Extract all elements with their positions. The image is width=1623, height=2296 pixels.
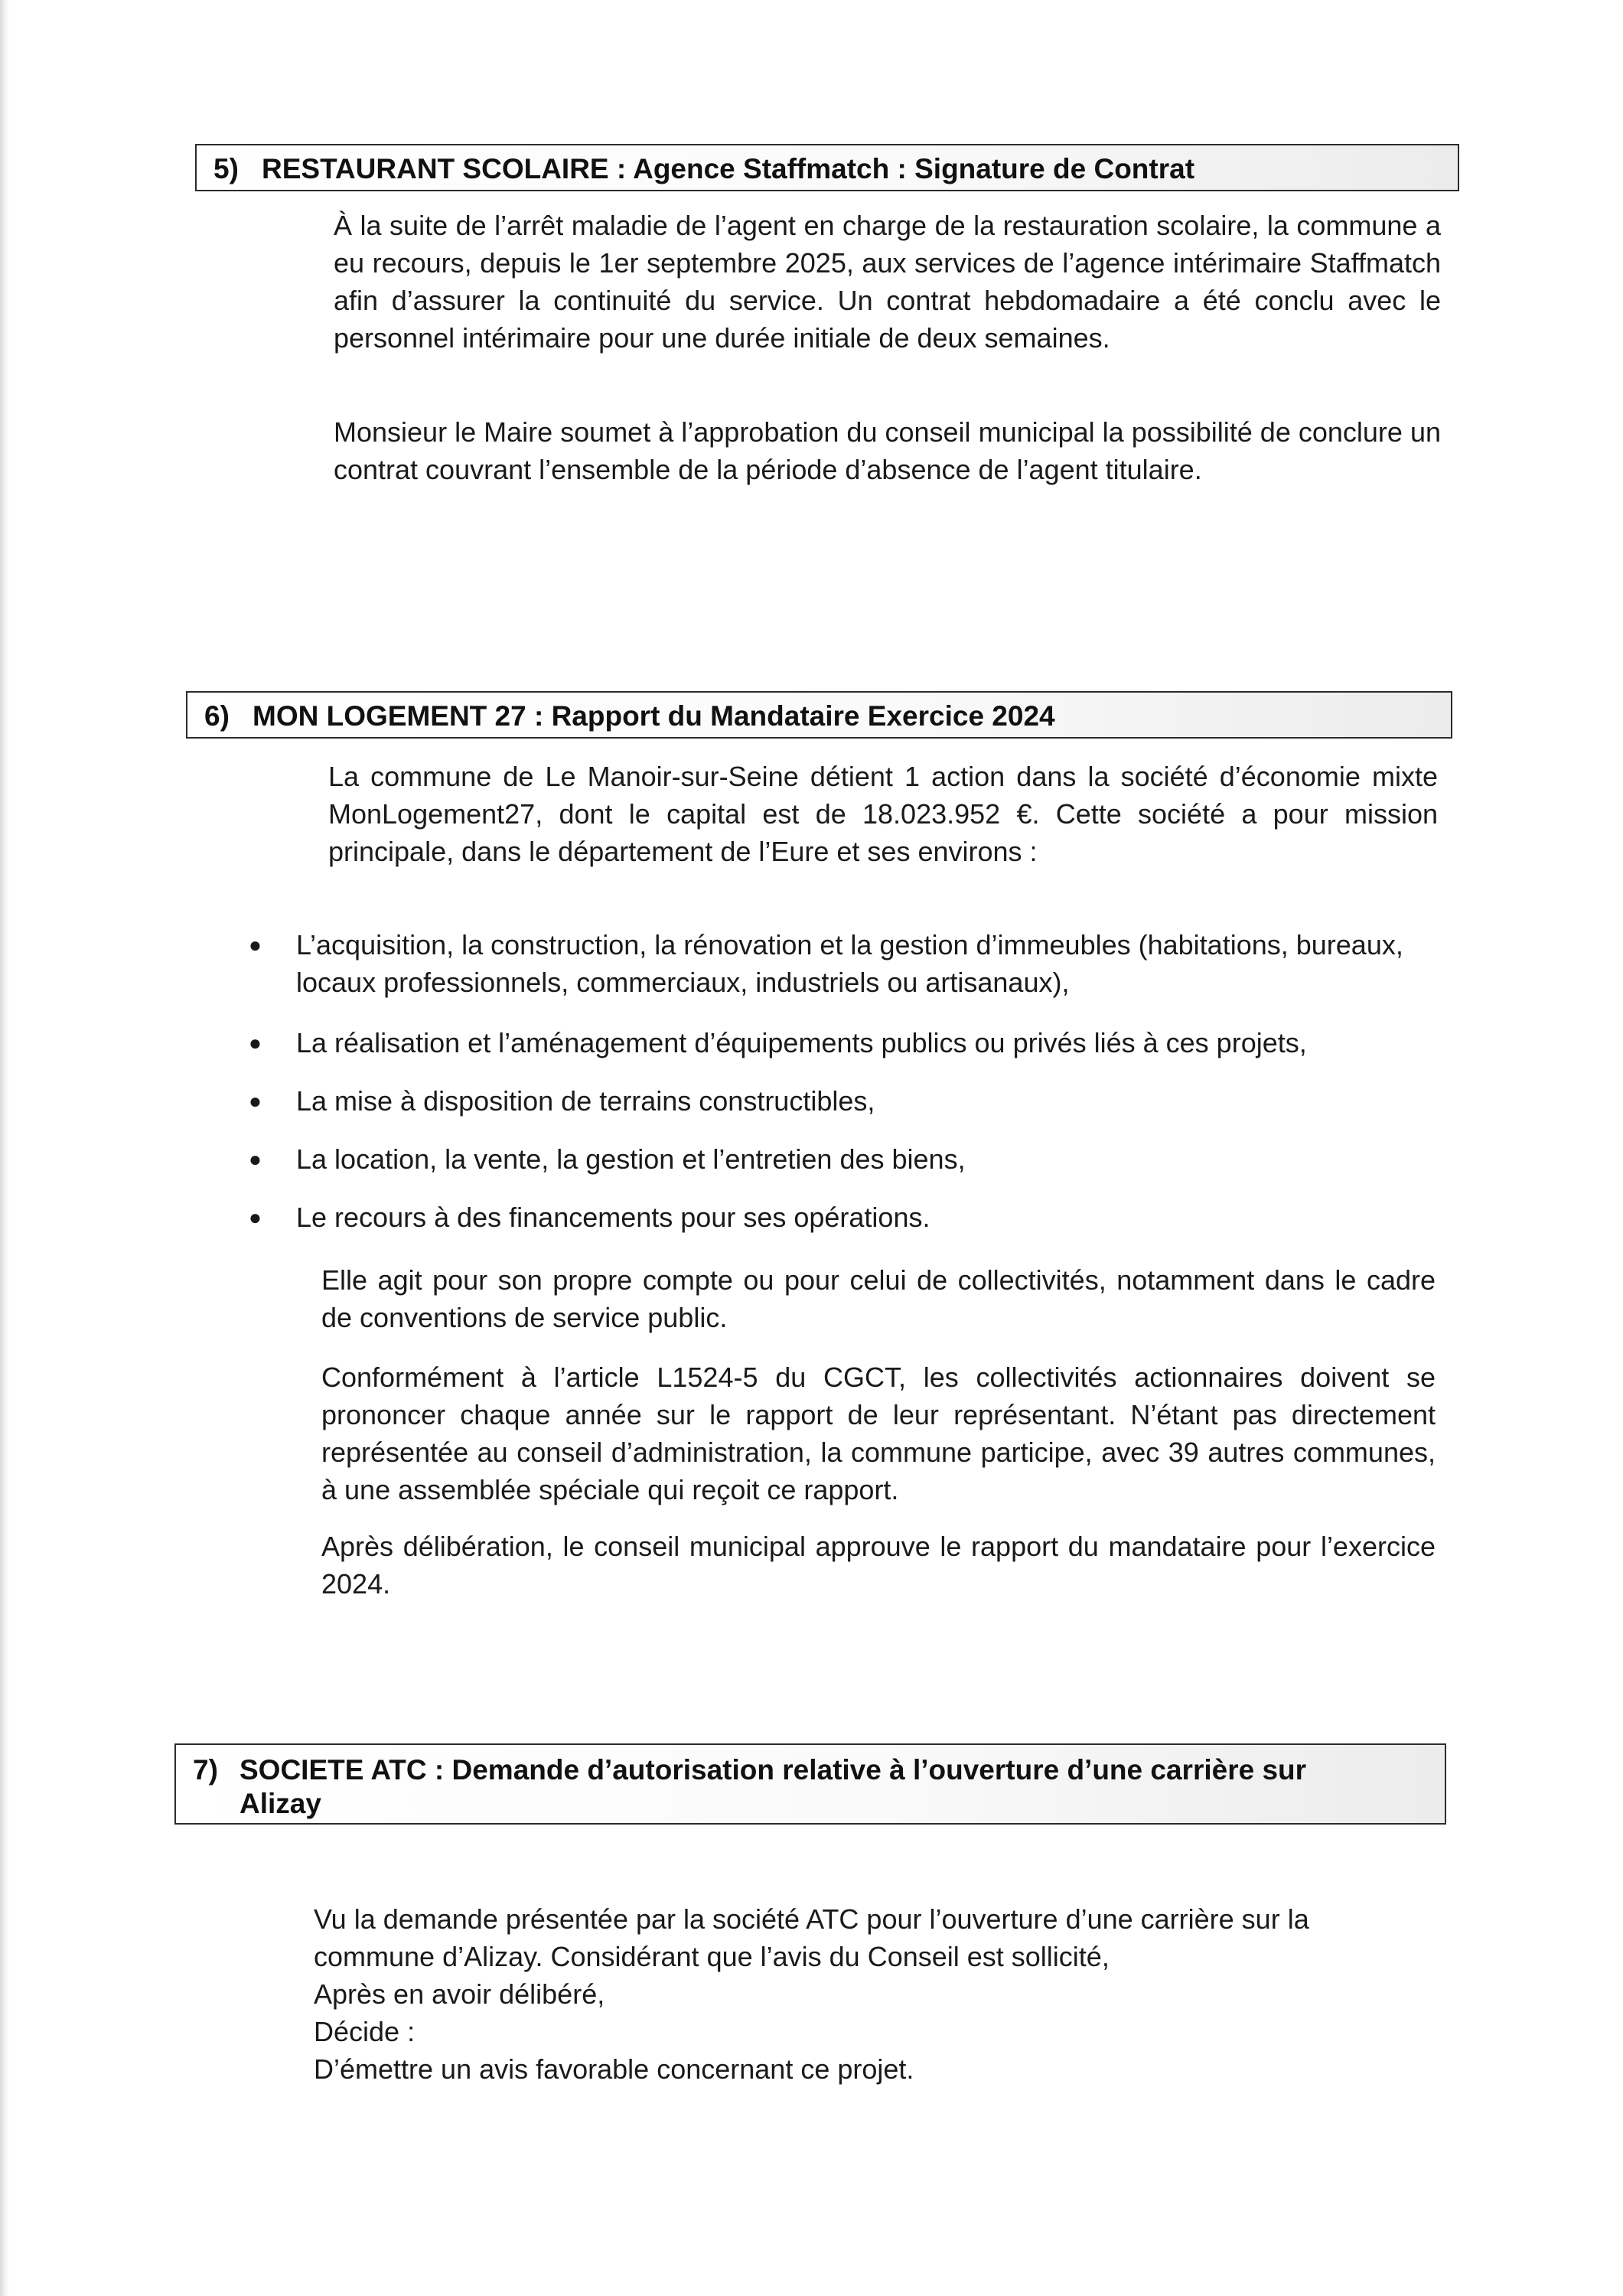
section-5-title: RESTAURANT SCOLAIRE : Agence Staffmatch : Signature de Contrat: [262, 153, 1195, 184]
section-6-number: 6): [204, 700, 230, 732]
section-7-header: [174, 1743, 1446, 1825]
section-6-bullet-2: La réalisation et l’aménagement d’équipements publics ou privés liés à ces projets,: [296, 1027, 1307, 1058]
section-6-title: MON LOGEMENT 27 : Rapport du Mandataire Exercice 2024: [253, 700, 1055, 732]
section-7-title-line-1: SOCIETE ATC : Demande d’autorisation relative à l’ouverture d’une carrière sur: [240, 1754, 1307, 1786]
section-6-bullet-1: L’acquisition, la construction, la rénovation et la gestion d’immeubles (habitations, bureaux, locaux professionnels, commerciaux, industriels ou artisanaux),: [296, 929, 1403, 998]
bullet-dot-icon: ●: [249, 1089, 262, 1113]
section-5-header: [195, 144, 1459, 191]
section-7-number: 7): [193, 1754, 218, 1786]
section-7-line-1: Vu la demande présentée par la société ATC pour l’ouverture d’une carrière sur la: [314, 1903, 1309, 1935]
section-7-line-3: Après en avoir délibéré,: [314, 1978, 605, 2010]
bullet-dot-icon: ●: [249, 1031, 262, 1055]
section-6-bullet-5: Le recours à des financements pour ses opérations.: [296, 1202, 930, 1233]
section-5-number: 5): [213, 153, 239, 184]
section-5-paragraph-1: À la suite de l’arrêt maladie de l’agent en charge de la restauration scolaire, la commune a eu recours, depuis le 1er septembre 2025, aux services de l’agence intérimaire Staffmatch afin d’assurer la continuité du service. Un contrat hebdomadaire a été conclu avec le personnel intérimaire pour une durée initiale de deux semaines.: [334, 210, 1441, 354]
bullet-dot-icon: ●: [249, 933, 262, 957]
section-6-intro: La commune de Le Manoir-sur-Seine détient 1 action dans la société d’économie mixte MonLogement27, dont le capital est de 18.023.952 €. Cette société a pour mission principale, dans le département de l’Eure et ses environs :: [328, 761, 1438, 867]
section-7-line-4: Décide :: [314, 2016, 416, 2047]
section-7-title-line-2: Alizay: [240, 1788, 321, 1819]
section-6-paragraph-1: Elle agit pour son propre compte ou pour celui de collectivités, notamment dans le cadre de conventions de service public.: [321, 1264, 1436, 1333]
section-6-header: [186, 691, 1452, 739]
bullet-dot-icon: ●: [249, 1205, 262, 1229]
section-7-line-2: commune d’Alizay. Considérant que l’avis du Conseil est sollicité,: [314, 1941, 1110, 1972]
section-7-line-5: D’émettre un avis favorable concernant ce projet.: [314, 2053, 914, 2085]
section-6-paragraph-2: Conformément à l’article L1524-5 du CGCT, les collectivités actionnaires doivent se prononcer chaque année sur le rapport de leur représentant. N’étant pas directement représentée au conseil d’administration, la commune participe, avec 39 autres communes, à une assemblée spéciale qui reçoit ce rapport.: [321, 1362, 1436, 1505]
section-6-bullet-3: La mise à disposition de terrains constructibles,: [296, 1085, 875, 1117]
scan-edge-shadow: [0, 0, 9, 2296]
section-5-paragraph-2: Monsieur le Maire soumet à l’approbation du conseil municipal la possibilité de conclure un contrat couvrant l’ensemble de la période d’absence de l’agent titulaire.: [334, 416, 1441, 485]
section-6-paragraph-3: Après délibération, le conseil municipal approuve le rapport du mandataire pour l’exercice 2024.: [321, 1531, 1436, 1600]
bullet-dot-icon: ●: [249, 1147, 262, 1171]
section-6-bullet-4: La location, la vente, la gestion et l’entretien des biens,: [296, 1143, 966, 1175]
